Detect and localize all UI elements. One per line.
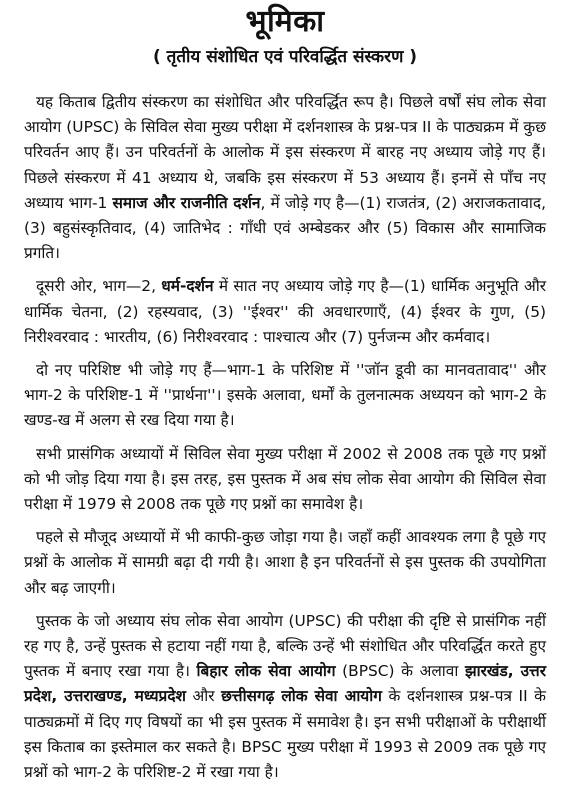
paragraph-2-text-b: में सात नए अध्याय जोड़े गए है—(1) धार्मिक अनुभूति और धार्मिक चेतना, (2) रहस्यवाद, (3) ''ईश्वर'' की अवधारणाएँ, (4) ईश्वर के गुण, (5) निरीश्वरवाद : भारतीय, (6) निरीश्वरवाद : पाश्चात्य और (7) पुर्नजन्म और कर्मवाद। <box>24 277 546 346</box>
page-title: भूमिका <box>245 4 325 39</box>
paragraph-6-bold-b: झारखंड, उत्तर प्रदेश, उत्तराखण्ड, मध्यप्रदेश <box>24 662 546 706</box>
paragraph-3: दो नए परिशिष्ट भी जोड़े गए हैं—भाग-1 के परिशिष्ट में ''जॉन डूवी का मानवतावाद'' और भाग-2 के परिशिष्ट-1 में ''प्रार्थना''। इसके अलावा, धर्मों के तुलनात्मक अध्ययन को भाग-2 के खण्ड-ख में अलग से रख दिया गया है। <box>24 361 546 430</box>
paragraph-6-bold-a: बिहार लोक सेवा आयोग <box>196 662 336 681</box>
paragraph-6-text-a: पुस्तक के जो अध्याय संघ लोक सेवा आयोग (UPSC) की परीक्षा की दृष्टि से प्रासंगिक नहीं रह गए है, उन्हें पुस्तक से हटाया नहीं गया है, बल्कि उन्हें भी संशोधित और परिवर्द्धित करते हुए पुस्तक में बनाए रखा गया है। <box>24 611 546 681</box>
paragraph-2-text-a: दूसरी ओर, भाग—2, <box>36 277 162 296</box>
paragraph-6-bold-c: छत्तीसगढ़ लोक सेवा आयोग <box>221 687 382 706</box>
paragraph-6 <box>24 609 546 785</box>
paragraph-6-text-d: के दर्शनशास्त्र प्रश्न-पत्र II के पाठ्यक्रमों में दिए गए विषयों का भी इस पुस्तक में समावेश है। इन सभी परीक्षाओं के परीक्षार्थी इस किताब का इस्तेमाल कर सकते है। BPSC मुख्य परीक्षा में 1993 से 2009 तक पूछे गए प्रश्नों को भाग-2 के परिशिष्ट-2 में रखा गया है। <box>24 687 546 782</box>
paragraph-4: सभी प्रासंगिक अध्यायों में सिविल सेवा मुख्य परीक्षा में 2002 से 2008 तक पूछे गए प्रश्नों को भी जोड़ दिया गया है। इस तरह, इस पुस्तक में अब संघ लोक सेवा आयोग की सिविल सेवा परीक्षा में 1979 से 2008 तक पूछे गए प्रश्नों का समावेश है। <box>24 444 546 514</box>
paragraph-6-text-b: (BPSC) के अलावा <box>335 662 465 681</box>
paragraph-1-text-a: यह किताब द्वितीय संस्करण का संशोधित और परिवर्द्धित रूप है। पिछले वर्षों संघ लोक सेवा आयोग (UPSC) के सिविल सेवा मुख्य परीक्षा में दर्शनशास्त्र के प्रश्न-पत्र II के पाठ्यक्रम में कुछ परिवर्तन आए हैं। उन परिवर्तनों के आलोक में इस संस्करण में बारह नए अध्याय जोड़े गए हैं। पिछले संस्करण में 41 अध्याय थे, जबकि इस संस्करण में 53 अध्याय हैं। इनमें से पाँच नए अध्याय भाग-1 <box>24 93 546 212</box>
paragraph-1-text-b: , में जोड़े गए है—(1) राजतंत्र, (2) अराजकतावाद, (3) बहुसंस्कृतिवाद, (4) जातिभेद : गाँधी एवं अम्बेडकर और (5) विकास और सामाजिक प्रगति। <box>24 193 546 263</box>
page-subtitle: ( तृतीय संशोधित एवं परिवर्द्धित संस्करण ) <box>152 47 418 67</box>
paragraph-5: पहले से मौजूद अध्यायों में भी काफी-कुछ जोड़ा गया है। जहाँ कहीं आवश्यक लगा है पूछे गए प्रश्नों के आलोक में सामग्री बढ़ा दी गयी है। आशा है इन परिवर्तनों से इस पुस्तक की उपयोगिता और बढ़ जाएगी। <box>24 528 546 597</box>
paragraph-2-bold-a: धर्म-दर्शन <box>161 277 214 296</box>
paragraph-1-bold-a: समाज और राजनीति दर्शन <box>112 193 261 212</box>
paragraph-2 <box>24 274 546 350</box>
paragraph-1 <box>24 90 546 266</box>
paragraph-6-text-c: और <box>185 687 222 706</box>
